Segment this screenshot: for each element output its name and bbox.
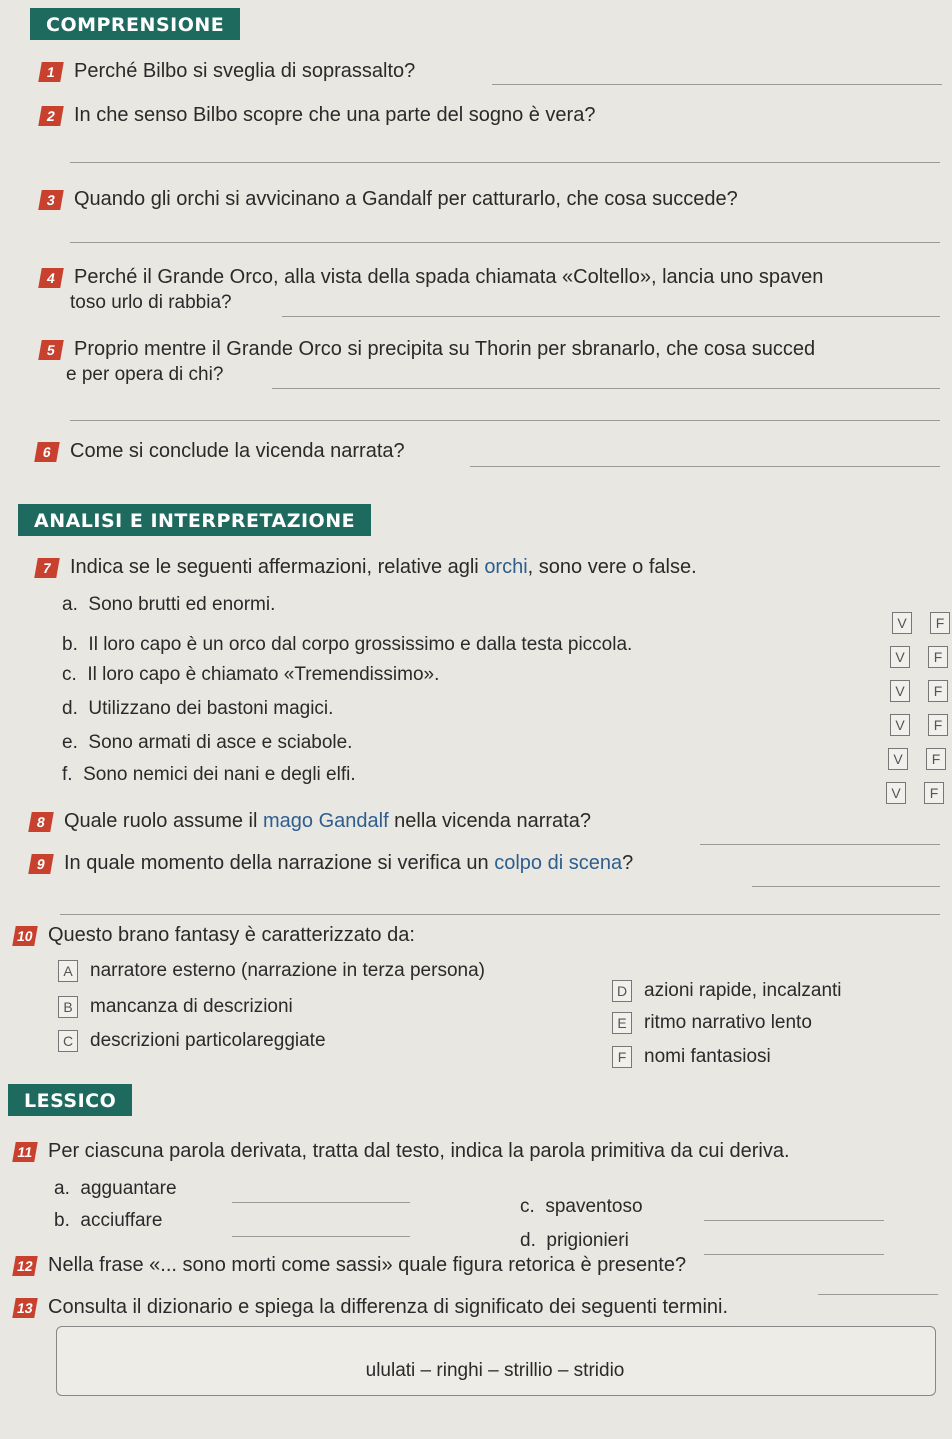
question-number: 5: [38, 340, 64, 360]
false-checkbox-d[interactable]: F: [928, 714, 948, 736]
statement-label: f.: [62, 764, 73, 785]
question-number: 4: [38, 268, 64, 288]
question-text: ?: [622, 852, 634, 874]
option-text: nomi fantasiosi: [644, 1046, 771, 1068]
answer-line[interactable]: [60, 914, 940, 915]
option-a[interactable]: [58, 960, 485, 982]
word-text: agguantare: [80, 1178, 177, 1199]
question-10: [14, 924, 415, 947]
question-12: [14, 1254, 686, 1277]
statement-label: c.: [62, 664, 77, 685]
question-text: In che senso Bilbo scopre che una parte del sogno è vera?: [74, 104, 596, 126]
option-f[interactable]: [612, 1046, 771, 1068]
statement-text: Sono nemici dei nani e degli elfi.: [83, 764, 356, 785]
section-title-comprensione: COMPRENSIONE: [30, 8, 240, 40]
statement-label: d.: [62, 698, 78, 719]
option-letter: B: [58, 996, 78, 1018]
option-d[interactable]: [612, 980, 842, 1002]
option-c[interactable]: [58, 1030, 326, 1052]
question-number: 11: [12, 1142, 38, 1162]
question-number: 2: [38, 106, 64, 126]
answer-line[interactable]: [752, 886, 940, 887]
false-checkbox-f[interactable]: F: [924, 782, 944, 804]
question-number: 10: [12, 926, 38, 946]
question-number: 13: [12, 1298, 38, 1318]
word-label: d.: [520, 1230, 536, 1251]
question-number: 1: [38, 62, 64, 82]
false-checkbox-b[interactable]: F: [928, 646, 948, 668]
word-label: b.: [54, 1210, 70, 1231]
true-checkbox-d[interactable]: V: [890, 714, 910, 736]
false-checkbox-c[interactable]: F: [928, 680, 948, 702]
terms-list: ululati – ringhi – strillio – stridio: [365, 1360, 625, 1381]
question-text: In quale momento della narrazione si verifica un: [64, 852, 495, 874]
statement-text: Sono brutti ed enormi.: [88, 594, 276, 615]
section-title-lessico: LESSICO: [8, 1084, 132, 1116]
question-6: [36, 440, 405, 463]
statement-f: [62, 764, 356, 786]
question-number: 6: [34, 442, 60, 462]
answer-line[interactable]: [492, 84, 942, 85]
question-text: Quale ruolo assume il: [64, 810, 263, 832]
word-c: [520, 1196, 643, 1218]
option-text: ritmo narrativo lento: [644, 1012, 812, 1034]
question-3: [40, 188, 738, 211]
answer-line[interactable]: [704, 1220, 884, 1221]
answer-line[interactable]: [232, 1236, 410, 1237]
question-11: [14, 1140, 790, 1163]
question-text: Quando gli orchi si avvicinano a Gandalf per catturarlo, che cosa succede?: [74, 188, 738, 210]
question-1: [40, 60, 415, 83]
answer-line[interactable]: [704, 1254, 884, 1255]
question-text: Come si conclude la vicenda narrata?: [70, 440, 405, 462]
option-letter: A: [58, 960, 78, 982]
question-9: [30, 852, 633, 875]
answer-line[interactable]: [272, 388, 940, 389]
false-checkbox-a[interactable]: F: [930, 612, 950, 634]
word-text: spaventoso: [545, 1196, 643, 1217]
option-e[interactable]: [612, 1012, 812, 1034]
statement-text: Il loro capo è chiamato «Tremendissimo».: [87, 664, 440, 685]
answer-line[interactable]: [232, 1202, 410, 1203]
statement-label: e.: [62, 732, 78, 753]
question-2: [40, 104, 595, 127]
option-text: narratore esterno (narrazione in terza persona): [90, 960, 485, 982]
word-b: [54, 1210, 162, 1232]
option-text: mancanza di descrizioni: [90, 996, 293, 1018]
option-b[interactable]: [58, 996, 293, 1018]
true-checkbox-e[interactable]: V: [888, 748, 908, 770]
question-13: [14, 1296, 728, 1319]
false-checkbox-e[interactable]: F: [926, 748, 946, 770]
true-checkbox-a[interactable]: V: [892, 612, 912, 634]
word-label: c.: [520, 1196, 535, 1217]
option-letter: C: [58, 1030, 78, 1052]
option-text: azioni rapide, incalzanti: [644, 980, 842, 1002]
statement-a: [62, 594, 275, 616]
question-number: 9: [28, 854, 54, 874]
statement-text: Sono armati di asce e sciabole.: [88, 732, 353, 753]
question-number: 12: [12, 1256, 38, 1276]
option-letter: E: [612, 1012, 632, 1034]
statement-e: [62, 732, 352, 754]
keyword-highlight: colpo di scena: [494, 852, 623, 874]
answer-line[interactable]: [70, 162, 940, 163]
question-text: Nella frase «... sono morti come sassi» quale figura retorica è presente?: [48, 1254, 687, 1276]
question-text: , sono vere o false.: [527, 556, 697, 578]
statement-text: Il loro capo è un orco dal corpo grossissimo e dalla testa piccola.: [88, 634, 633, 655]
question-4: [40, 266, 823, 289]
question-text: nella vicenda narrata?: [388, 810, 591, 832]
question-text: Perché il Grande Orco, alla vista della spada chiamata «Coltello», lancia uno spaven: [74, 266, 824, 288]
section-title-analisi: ANALISI E INTERPRETAZIONE: [18, 504, 371, 536]
statement-b: [62, 634, 632, 656]
true-checkbox-f[interactable]: V: [886, 782, 906, 804]
answer-line[interactable]: [282, 316, 940, 317]
question-text: Per ciascuna parola derivata, tratta dal testo, indica la parola primitiva da cui deriva.: [48, 1140, 790, 1162]
question-text: Perché Bilbo si sveglia di soprassalto?: [74, 60, 416, 82]
option-letter: D: [612, 980, 632, 1002]
statement-label: a.: [62, 594, 78, 615]
answer-line[interactable]: [818, 1294, 938, 1295]
answer-line[interactable]: [700, 844, 940, 845]
question-4-cont: toso urlo di rabbia?: [70, 292, 232, 313]
question-5: [40, 338, 815, 361]
word-text: acciuffare: [80, 1210, 163, 1231]
true-checkbox-c[interactable]: V: [890, 680, 910, 702]
statement-d: [62, 698, 333, 720]
question-text: Indica se le seguenti affermazioni, relative agli: [70, 556, 485, 578]
question-number: 3: [38, 190, 64, 210]
statement-c: [62, 664, 439, 686]
keyword-highlight: orchi: [484, 556, 528, 578]
word-d: [520, 1230, 629, 1252]
statement-text: Utilizzano dei bastoni magici.: [88, 698, 334, 719]
question-7: [36, 556, 697, 579]
word-label: a.: [54, 1178, 70, 1199]
question-text: Consulta il dizionario e spiega la differenza di significato dei seguenti termini.: [48, 1296, 729, 1318]
answer-line[interactable]: [70, 420, 940, 421]
keyword-highlight: mago Gandalf: [262, 810, 389, 832]
option-text: descrizioni particolareggiate: [90, 1030, 326, 1052]
question-number: 7: [34, 558, 60, 578]
question-5-cont: e per opera di chi?: [66, 364, 224, 385]
question-number: 8: [28, 812, 54, 832]
answer-line[interactable]: [70, 242, 940, 243]
option-letter: F: [612, 1046, 632, 1068]
question-text: Questo brano fantasy è caratterizzato da:: [48, 924, 415, 946]
statement-label: b.: [62, 634, 78, 655]
true-checkbox-b[interactable]: V: [890, 646, 910, 668]
word-text: prigionieri: [546, 1230, 629, 1251]
word-a: [54, 1178, 177, 1200]
answer-line[interactable]: [470, 466, 940, 467]
question-text: Proprio mentre il Grande Orco si precipita su Thorin per sbranarlo, che cosa succed: [74, 338, 816, 360]
question-8: [30, 810, 591, 833]
